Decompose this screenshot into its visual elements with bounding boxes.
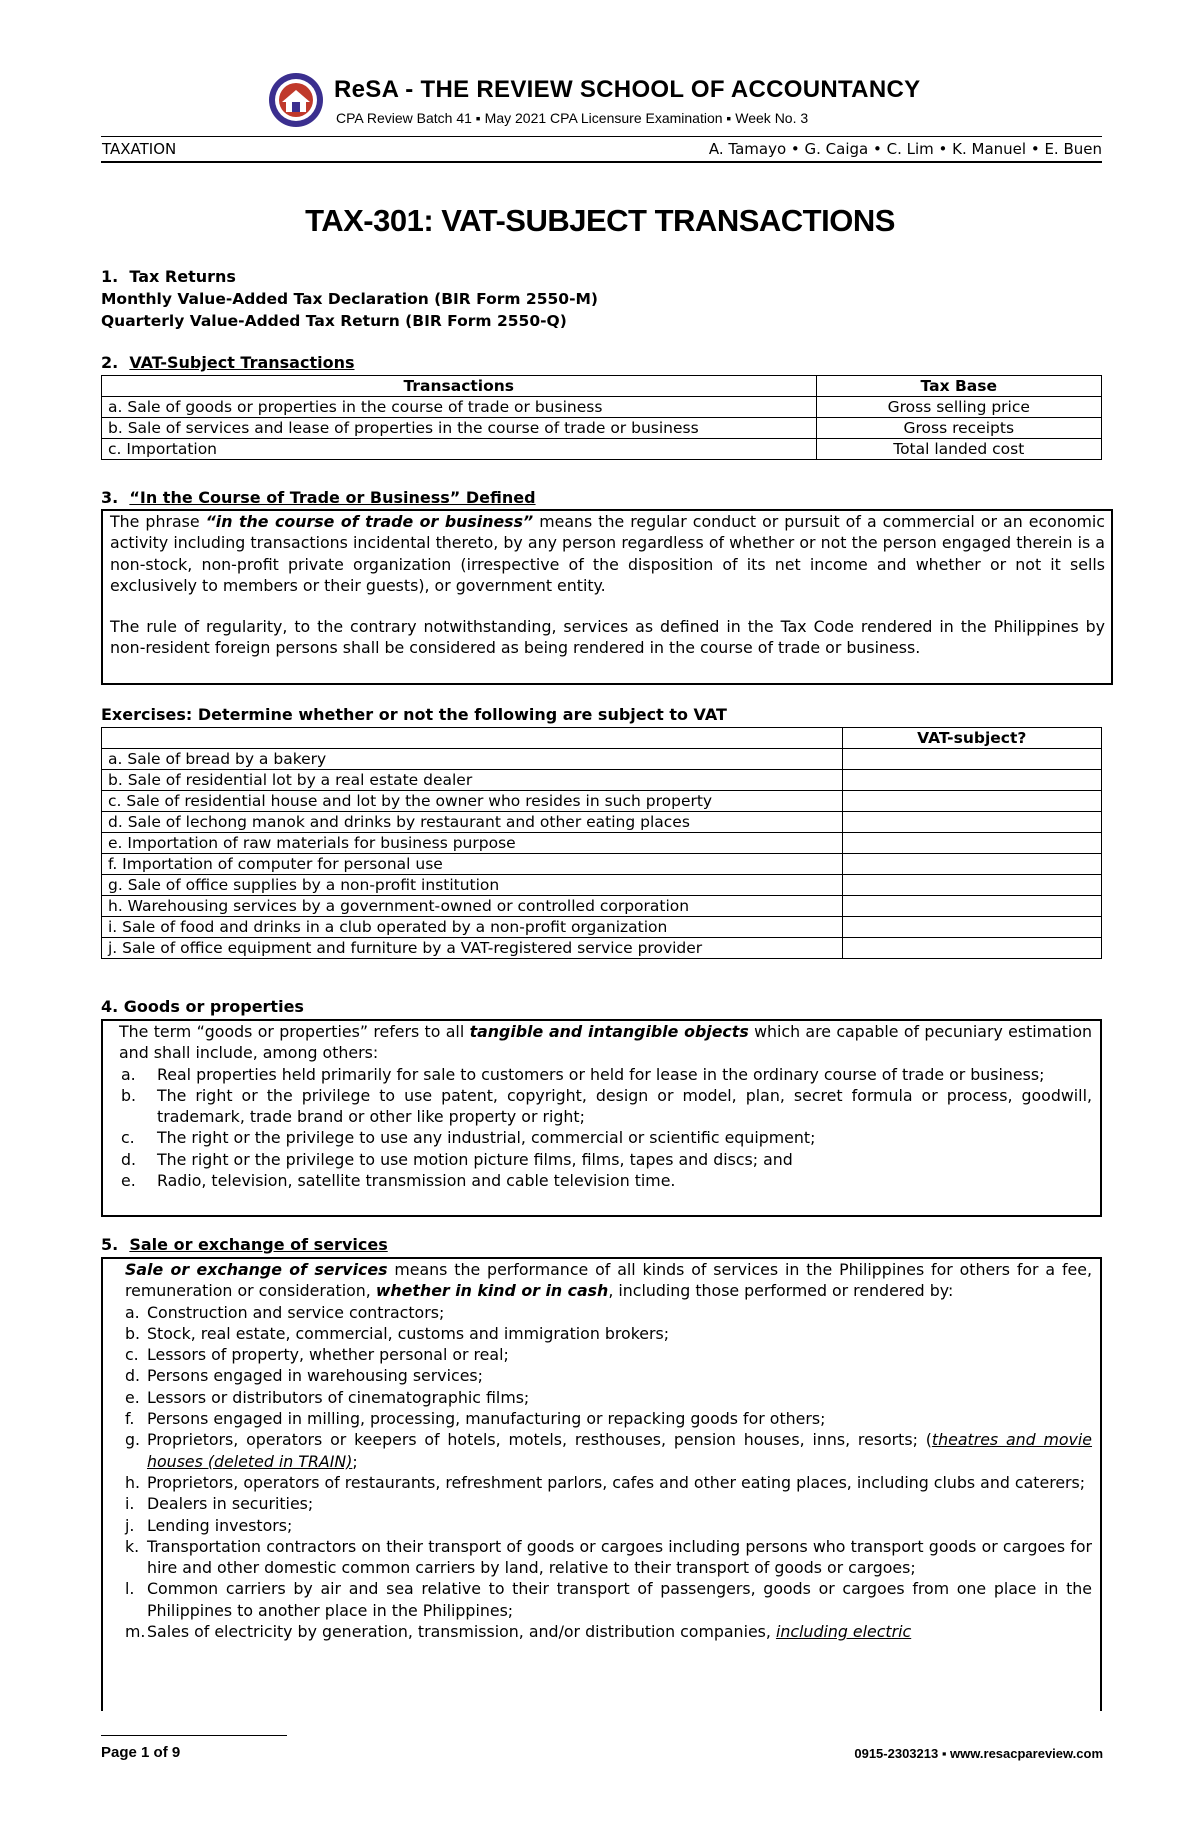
list-text: Lessors of property, whether personal or real; (147, 1345, 509, 1365)
table-row (102, 397, 1102, 418)
definition-box (101, 509, 1113, 685)
list-item (125, 1621, 1092, 1642)
tax-base-cell: Gross selling price (816, 397, 1101, 418)
page-number: Page 1 of 9 (101, 1744, 181, 1761)
services-intro-text: , including those performed or rendered by: (608, 1281, 954, 1301)
list-item (119, 1170, 1092, 1191)
section-goods-heading: 4. Goods or properties (101, 997, 304, 1016)
list-item (125, 1302, 1092, 1323)
exercise-item: b. Sale of residential lot by a real estate dealer (102, 770, 843, 791)
section-vat-subject-heading (101, 353, 1102, 372)
list-marker: f. (125, 1409, 135, 1429)
list-item (119, 1085, 1092, 1128)
definition-text: The phrase (110, 512, 206, 531)
section-heading: Tax Returns (129, 267, 236, 286)
section-services-heading (101, 1235, 1102, 1254)
exercise-item: i. Sale of food and drinks in a club operated by a non-profit organization (102, 917, 843, 938)
definition-paragraph (110, 511, 1105, 596)
list-item (125, 1344, 1092, 1365)
vat-subject-table (101, 375, 1102, 460)
regularity-paragraph: The rule of regularity, to the contrary notwithstanding, services as defined in the Tax Code rendered in the Philippines by non-resident foreign persons shall be considered as being rendered in the course of trade or business. (110, 617, 1105, 658)
table-row (102, 439, 1102, 460)
table-row (102, 418, 1102, 439)
services-key-term: Sale or exchange of services (125, 1260, 388, 1279)
services-intro (125, 1259, 1092, 1302)
list-item (125, 1408, 1092, 1429)
list-marker: e. (125, 1387, 140, 1407)
table-row (102, 896, 1102, 917)
list-item (119, 1127, 1092, 1148)
answer-cell[interactable] (842, 875, 1101, 896)
list-item (119, 1064, 1092, 1085)
section-number: 1. (101, 267, 119, 286)
exercise-item: f. Importation of computer for personal use (102, 854, 843, 875)
list-marker: d. (125, 1366, 141, 1386)
column-header: Tax Base (816, 376, 1101, 397)
list-text: Proprietors, operators of restaurants, refreshment parlors, cafes and other eating places, including clubs and caterers; (147, 1472, 1086, 1492)
list-text-emphasis: including electric (775, 1622, 912, 1642)
section-tax-returns (101, 266, 1102, 332)
goods-intro-text: The term “goods or properties” refers to all (119, 1022, 470, 1041)
exercise-item: j. Sale of office equipment and furniture by a VAT-registered service provider (102, 938, 843, 959)
list-text: The right or the privilege to use motion picture films, films, tapes and discs; and (157, 1149, 793, 1169)
subject-label: TAXATION (102, 140, 177, 158)
list-item (125, 1493, 1092, 1514)
return-line: Monthly Value-Added Tax Declaration (BIR Form 2550-M) (101, 290, 599, 308)
list-text: The right or the privilege to use patent, copyright, design or model, plan, secret formula or process, goodwill, trademark, trade brand or other like property or right; (157, 1085, 1092, 1127)
blank-header-cell (102, 728, 843, 749)
tax-base-cell: Total landed cost (816, 439, 1101, 460)
table-row (102, 791, 1102, 812)
section-number: 5. (101, 1235, 119, 1254)
list-marker: d. (121, 1149, 137, 1169)
list-text: Dealers in securities; (147, 1494, 314, 1514)
answer-cell[interactable] (842, 896, 1101, 917)
list-marker: b. (125, 1323, 141, 1343)
table-row (102, 749, 1102, 770)
section-heading: Sale or exchange of services (129, 1235, 388, 1254)
list-item (125, 1536, 1092, 1579)
list-marker: m. (125, 1622, 146, 1642)
section-heading: VAT-Subject Transactions (129, 353, 355, 372)
defined-term: “in the course of trade or business” (205, 512, 534, 531)
exercises-table (101, 727, 1102, 959)
list-marker: h. (125, 1472, 141, 1492)
answer-cell[interactable] (842, 812, 1101, 833)
deleted-note: theatres and movie houses (deleted in TRAIN) (147, 1430, 1093, 1471)
header-divider-bottom (101, 161, 1102, 163)
list-item (125, 1429, 1092, 1472)
transaction-cell: c. Importation (102, 439, 817, 460)
list-item (125, 1515, 1092, 1536)
tax-base-cell: Gross receipts (816, 418, 1101, 439)
column-header: VAT-subject? (842, 728, 1101, 749)
table-row (102, 875, 1102, 896)
list-marker: a. (125, 1302, 140, 1322)
list-text: Real properties held primarily for sale to customers or held for lease in the ordinary course of trade or business; (157, 1064, 1045, 1084)
answer-cell[interactable] (842, 749, 1101, 770)
services-definition-box (101, 1257, 1102, 1711)
table-row (102, 854, 1102, 875)
list-text: Radio, television, satellite transmission and cable television time. (157, 1171, 676, 1191)
resa-logo-icon (268, 72, 324, 128)
table-row (102, 770, 1102, 791)
exercise-item: a. Sale of bread by a bakery (102, 749, 843, 770)
list-marker: a. (121, 1064, 136, 1084)
list-text: Stock, real estate, commercial, customs and immigration brokers; (147, 1323, 670, 1343)
definition-text: means the regular conduct or pursuit of a commercial or an economic activity including transactions incidental thereto, by any person regardless of whether or not the person engaged therein is a non-stock, non-profit private organization (irrespective of the disposition of its net income and whether or not it sells exclusively to members or their guests), or government entity. (110, 512, 1105, 595)
column-header: Transactions (102, 376, 817, 397)
exercise-item: e. Importation of raw materials for business purpose (102, 833, 843, 854)
services-intro-text: means the performance of all kinds of services in the Philippines for others for a fee, remuneration or consideration, (125, 1260, 1092, 1301)
authors-label: A. Tamayo • G. Caiga • C. Lim • K. Manuel • E. Buen (708, 140, 1102, 158)
list-text: Sales of electricity by generation, transmission, and/or distribution companies, (147, 1622, 776, 1642)
list-marker: j. (125, 1515, 135, 1535)
list-marker: g. (125, 1430, 141, 1450)
list-text: Persons engaged in milling, processing, manufacturing or repacking goods for others; (147, 1409, 826, 1429)
section-heading: “In the Course of Trade or Business” Defined (129, 488, 536, 507)
return-line: Quarterly Value-Added Tax Return (BIR Form 2550-Q) (101, 312, 567, 330)
list-text: Persons engaged in warehousing services; (147, 1366, 483, 1386)
list-marker: i. (125, 1494, 135, 1514)
table-row (102, 917, 1102, 938)
list-text: Lessors or distributors of cinematographic films; (147, 1387, 530, 1407)
list-text: Transportation contractors on their transport of goods or cargoes including persons who transport goods or cargoes for hire and other domestic common carriers by land, relative to their transport of goods or cargoes; (147, 1536, 1092, 1578)
answer-cell[interactable] (842, 833, 1101, 854)
exercises-heading: Exercises: Determine whether or not the following are subject to VAT (101, 705, 727, 724)
answer-cell[interactable] (842, 938, 1101, 959)
section-number: 2. (101, 353, 119, 372)
exercise-item: d. Sale of lechong manok and drinks by restaurant and other eating places (102, 812, 843, 833)
list-item (125, 1578, 1092, 1621)
exercise-item: c. Sale of residential house and lot by the owner who resides in such property (102, 791, 843, 812)
table-row (102, 812, 1102, 833)
exercise-item: h. Warehousing services by a government-owned or controlled corporation (102, 896, 843, 917)
section-trade-business-heading (101, 488, 1102, 507)
list-text: The right or the privilege to use any industrial, commercial or scientific equipment; (157, 1128, 816, 1148)
section-number: 3. (101, 488, 119, 507)
table-row (102, 833, 1102, 854)
transaction-cell: b. Sale of services and lease of properties in the course of trade or business (102, 418, 817, 439)
list-item (125, 1365, 1092, 1386)
services-list (125, 1302, 1092, 1643)
list-text: ; (352, 1451, 358, 1471)
services-key-phrase: whether in kind or in cash (375, 1281, 609, 1301)
answer-cell[interactable] (842, 917, 1101, 938)
list-item (125, 1472, 1092, 1493)
goods-list (119, 1064, 1092, 1192)
table-row (102, 938, 1102, 959)
exercise-item: g. Sale of office supplies by a non-profit institution (102, 875, 843, 896)
list-text: Lending investors; (147, 1515, 293, 1535)
answer-cell[interactable] (842, 854, 1101, 875)
batch-line: CPA Review Batch 41 ▪ May 2021 CPA Licensure Examination ▪ Week No. 3 (336, 110, 809, 126)
goods-intro-text: which are capable of pecuniary estimation and shall include, among others: (119, 1022, 1092, 1063)
goods-key-term: tangible and intangible objects (469, 1022, 749, 1041)
list-marker: e. (121, 1171, 136, 1191)
list-item (125, 1387, 1092, 1408)
footer-divider (101, 1735, 287, 1736)
page-title: TAX-301: VAT-SUBJECT TRANSACTIONS (305, 203, 895, 238)
list-marker: l. (125, 1579, 135, 1599)
list-text: Common carriers by air and sea relative to their transport of passengers, goods or cargoes from one place in the Philippines to another place in the Philippines; (147, 1579, 1092, 1620)
goods-definition-box (101, 1019, 1102, 1217)
header-divider (101, 136, 1102, 137)
list-text: Construction and service contractors; (147, 1302, 445, 1322)
list-marker: c. (121, 1128, 135, 1148)
answer-cell[interactable] (842, 791, 1101, 812)
goods-intro (119, 1021, 1092, 1064)
contact-info: 0915-2303213 ▪ www.resacpareview.com (854, 1746, 1103, 1761)
list-item (125, 1323, 1092, 1344)
transaction-cell: a. Sale of goods or properties in the course of trade or business (102, 397, 817, 418)
list-marker: b. (121, 1085, 137, 1105)
list-marker: c. (125, 1345, 139, 1365)
list-marker: k. (125, 1536, 140, 1556)
school-title: ReSA - THE REVIEW SCHOOL OF ACCOUNTANCY (334, 76, 921, 103)
list-text: Proprietors, operators or keepers of hotels, motels, resthouses, pension houses, inns, resorts; ( (147, 1430, 932, 1450)
list-item (119, 1149, 1092, 1170)
answer-cell[interactable] (842, 770, 1101, 791)
